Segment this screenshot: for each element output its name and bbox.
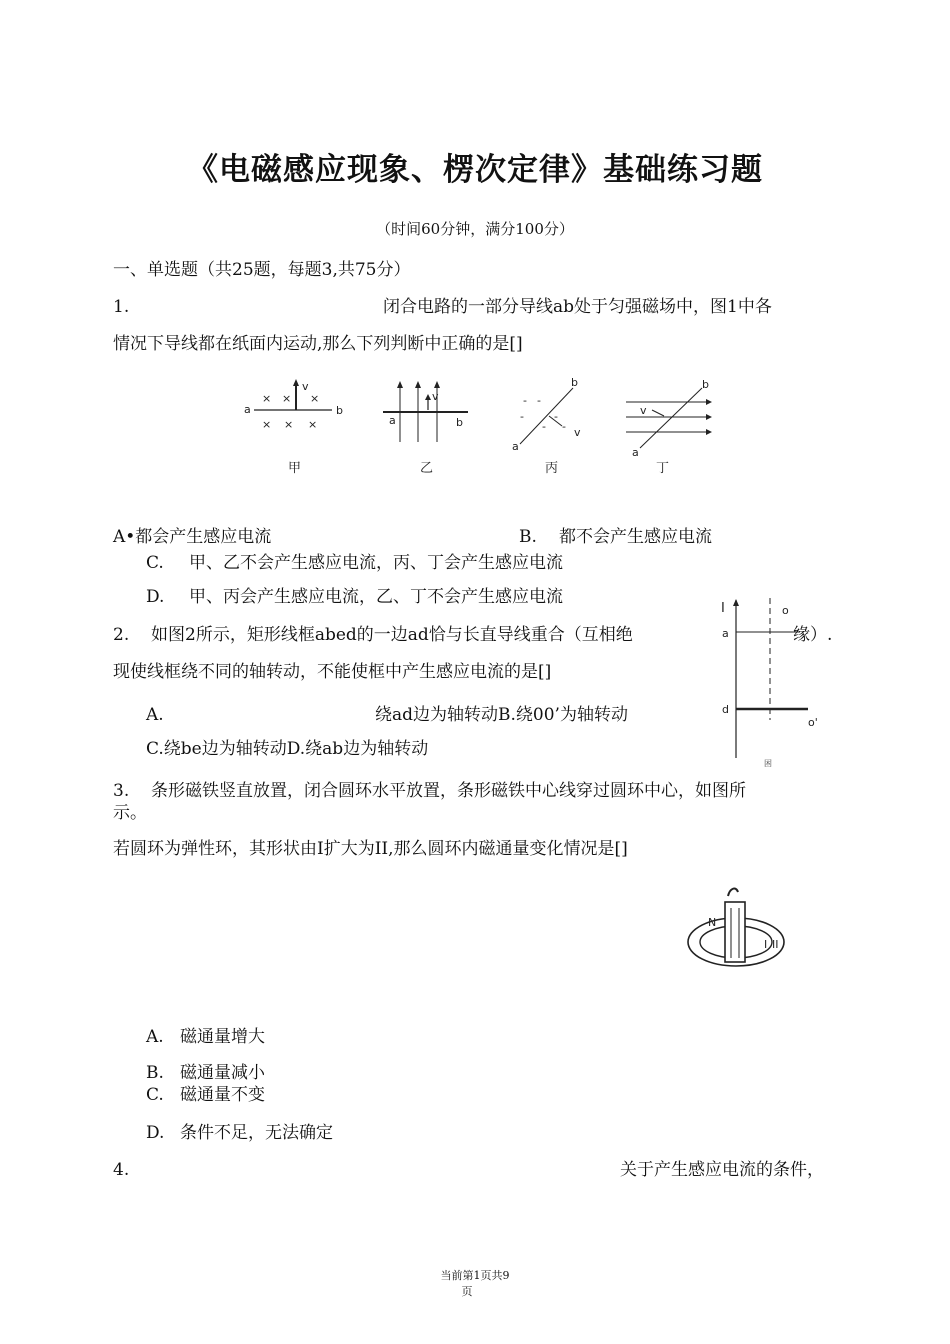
page-footer-line2: 页 [461,1285,473,1298]
page-footer-line1: 当前第1页共9 [440,1269,510,1282]
svg-text:o': o' [808,716,818,729]
svg-text:-: - [542,420,546,433]
q3-number: 3. [113,781,130,801]
q1-option-d-letter: D. [146,587,165,607]
svg-text:-: - [520,410,524,423]
svg-text:×: × [284,418,294,431]
svg-text:b: b [571,376,578,389]
svg-text:II: II [772,938,779,951]
figure-jia [244,379,343,431]
q1-option-c-letter: C. [146,553,164,573]
figure-yi [383,381,468,442]
q2-fig-caption: 困 [764,759,772,768]
svg-text:×: × [282,392,292,405]
q2-line1: 如图2所示，矩形线框abed的一边ad恰与长直导线重合（互相绝 [151,625,633,645]
q4-number: 4. [113,1160,130,1180]
svg-text:-: - [562,420,566,433]
svg-text:b: b [702,378,709,391]
q2-line1-end: 缘）. [793,625,833,645]
svg-text:a: a [244,403,251,416]
q3-line1-wrap: 示。 [113,803,147,823]
q3-line2: 若圆环为弹性环，其形状由I扩大为II,那么圆环内磁通量变化情况是[] [113,839,628,859]
svg-text:a: a [722,627,729,640]
svg-text:a: a [389,414,396,427]
svg-text:-: - [537,394,541,407]
svg-text:N: N [708,916,717,929]
q3-option-d-letter: D. [146,1123,165,1143]
section-heading: 一、单选题（共25题，每题3,共75分） [113,260,411,280]
page-title: 《电磁感应现象、楞次定律》基础练习题 [187,152,763,188]
figure-ding [626,378,712,459]
svg-text:b: b [336,404,343,417]
svg-text:I: I [764,938,768,951]
q3-option-d: 条件不足，无法确定 [180,1123,333,1143]
svg-text:v: v [640,404,647,417]
svg-text:×: × [310,392,320,405]
q2-options-ab: 绕ad边为轴转动B.绕00’为轴转动 [375,705,628,725]
q3-option-c: 磁通量不变 [180,1085,265,1105]
svg-text:I: I [721,601,725,616]
svg-text:×: × [308,418,318,431]
q1-option-b-letter: B. [519,527,537,547]
fig-label-bing: 丙 [545,461,559,476]
q1-figure [240,374,730,484]
q3-figure [680,878,800,974]
q1-line1: 闭合电路的一部分导线ab处于匀强磁场中，图1中各 [383,297,772,317]
fig-label-ding: 丁 [656,461,670,476]
q3-option-b: 磁通量减小 [180,1063,265,1083]
svg-text:v: v [432,390,439,403]
q3-option-c-letter: C. [146,1085,164,1105]
svg-text:v: v [574,426,581,439]
q2-options-cd: C.绕be边为轴转动D.绕ab边为轴转动 [146,739,429,759]
svg-text:v: v [302,380,309,393]
q3-line1: 条形磁铁竖直放置，闭合圆环水平放置，条形磁铁中心线穿过圆环中心，如图所 [151,781,746,801]
q1-option-c: 甲、乙不会产生感应电流，丙、丁会产生感应电流 [189,553,563,573]
q3-option-a-letter: A. [146,1027,164,1047]
q2-line2: 现使线框绕不同的轴转动，不能使框中产生感应电流的是[] [113,662,552,682]
svg-text:×: × [262,392,272,405]
q2-number: 2. [113,625,130,645]
q2-figure [716,594,826,776]
q1-number: 1. [113,297,130,317]
svg-text:a: a [512,440,519,453]
svg-text:d: d [722,703,729,716]
q1-option-d: 甲、丙会产生感应电流，乙、丁不会产生感应电流 [189,587,563,607]
fig-label-yi: 乙 [420,461,434,476]
q3-option-b-letter: B. [146,1063,164,1083]
q2-option-a-letter: A. [146,705,164,725]
svg-text:-: - [554,410,558,423]
svg-text:b: b [456,416,463,429]
q4-line1: 关于产生感应电流的条件， [620,1160,824,1180]
svg-text:o: o [782,604,789,617]
q1-line2: 情况下导线都在纸面内运动,那么下列判断中正确的是[] [113,334,523,354]
subtitle: （时间60分钟，满分100分） [376,220,574,238]
figure-bing [512,376,581,453]
q3-option-a: 磁通量增大 [180,1027,265,1047]
fig-label-jia: 甲 [288,461,302,476]
svg-text:×: × [262,418,272,431]
svg-text:a: a [632,446,639,459]
svg-text:-: - [523,394,527,407]
q1-option-a: A•都会产生感应电流 [113,527,272,547]
q1-option-b: 都不会产生感应电流 [559,527,712,547]
